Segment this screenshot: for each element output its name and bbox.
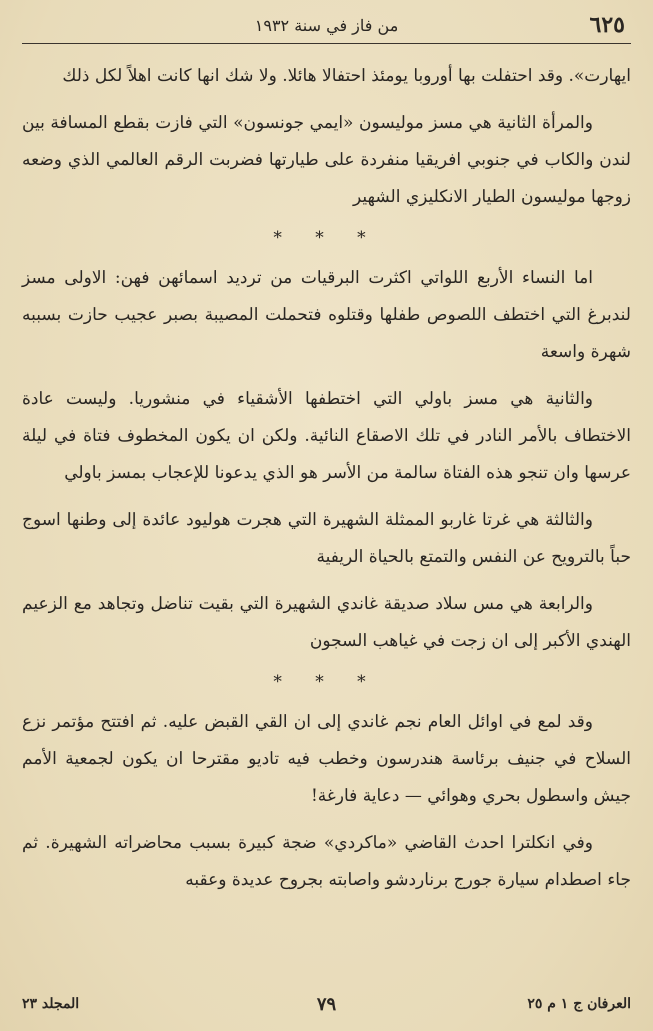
section-separator: * * * [273,672,380,692]
page-number: ٦٢٥ [589,12,625,38]
paragraph: وفي انكلترا احدث القاضي «ماكردي» ضجة كبيرة بسبب محاضراته الشهيرة. ثم جاء اصطدام سيارة جورج برناردشو واصابته بجروح عديدة وعقبه [22,833,631,890]
header-rule [22,43,631,44]
paragraph: والرابعة هي مس سلاد صديقة غاندي الشهيرة التي بقيت تناضل وتجاهد مع الزعيم الهندي الأكبر إلى ان زجت في غياهب السجون [22,594,631,651]
paragraph: والثالثة هي غرتا غاربو الممثلة الشهيرة التي هجرت هوليود عائدة إلى وطنها اسوج حباً بالترويح عن النفس والتمتع بالحياة الريفية [22,510,631,567]
journal-issue: العرفان ج ١ م ٢٥ [527,996,631,1012]
footer-page-number: ٧٩ [316,993,337,1015]
paragraph: وقد لمع في اوائل العام نجم غاندي إلى ان القي القبض عليه. ثم افتتح مؤتمر نزع السلاح في جنيف برئاسة هندرسون وخطب فيه تاديو مقترحا ان يكون لجمعية الأمم جيش واسطول بحري وهوائي — دعاية فارغة! [22,712,631,806]
volume-number: المجلد ٢٣ [22,996,80,1012]
paragraph: والمرأة الثانية هي مسز موليسون «ايمي جونسون» التي فازت بقطع المسافة بين لندن والكاب في جنوبي افريقيا منفردة على طيارتها فضربت الرقم العالمي الذي وضعه زوجها موليسون الطيار الانكليزي الشهير [22,113,631,207]
page-header [22,10,631,40]
page-footer [22,991,631,1017]
paragraph: اما النساء الأربع اللواتي اكثرت البرقيات من ترديد اسمائهن فهن: الاولى مسز لندبرغ التي اختطف اللصوص طفلها وقتلوه فتحملت المصيبة بصبر عجيب حازت بسببه شهرة واسعة [22,268,631,362]
paragraph: والثانية هي مسز باولي التي اختطفها الأشقياء في منشوريا. وليست عادة الاختطاف بالأمر النادر في تلك الاصقاع النائية. ولكن ان يكون المخطوف فتاة في ليلة عرسها وان تنجو هذه الفتاة سالمة من الأسر هو الذي يدعونا للإعجاب بمسز باولي [22,389,631,483]
section-separator: * * * [273,228,380,248]
running-title: من فاز في سنة ١٩٣٢ [254,15,399,35]
paragraph: ايهارت». وقد احتفلت بها أوروبا يومئذ احتفالا هائلا. ولا شك انها كانت اهلاً لكل ذلك [62,66,631,86]
article-body [22,58,631,909]
